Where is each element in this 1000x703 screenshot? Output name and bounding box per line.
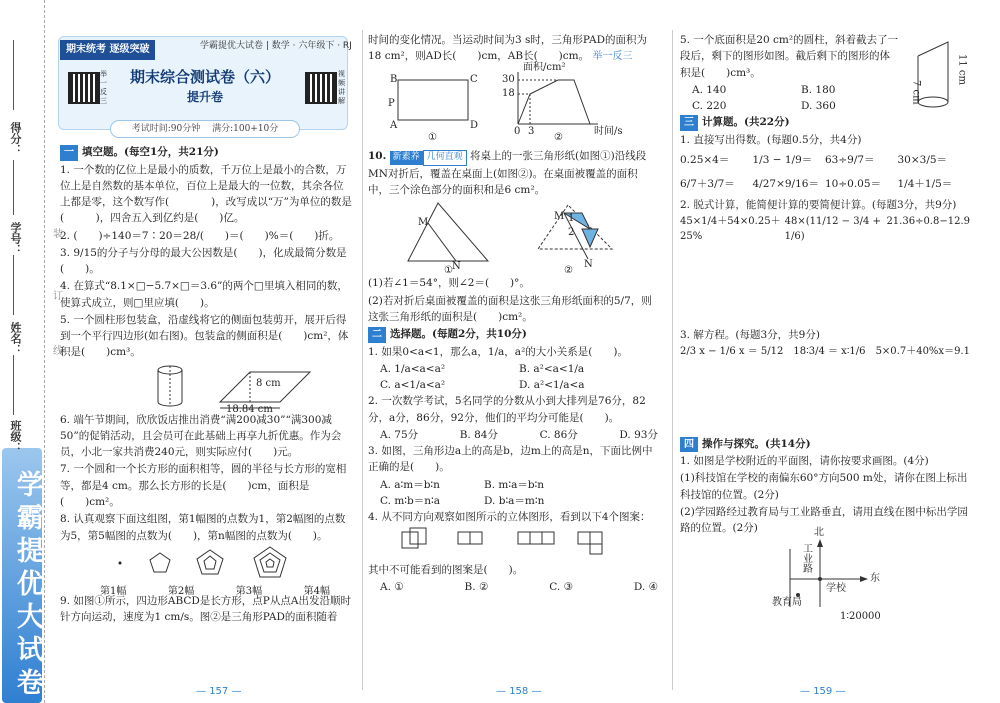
figure-number: ① xyxy=(428,131,437,143)
equation: 18∶3/4 ＝ x∶1/6 xyxy=(793,346,866,358)
question: 2. 一次数学考试，5名同学的分数从小到大排列是76分，82分，a分，86分，92分，他们的平均分可能是( )。 xyxy=(368,395,646,424)
question: 6. 端午节期间，欣欣饭店推出消费“满200减30”“满300减50”的促销活动，且会员可在此基础上再享九折优惠。作为会员，小北一家共消费240元，则实际应付( )元。 xyxy=(60,413,342,459)
option[interactable]: C. 220 xyxy=(692,100,727,113)
qr-code-right[interactable] xyxy=(305,72,337,104)
question: (1)若∠1＝54°，则∠2＝( )°。 xyxy=(368,277,530,290)
header-book-info: 学霸提优大试卷 | 数学 · 六年级下 · RJ xyxy=(200,41,352,51)
section-title: 填空题。(每空1分，共21分) xyxy=(82,146,219,158)
id-line xyxy=(13,160,14,215)
page-number: — 159 — xyxy=(800,686,846,697)
exam-score: 满分:100+10分 xyxy=(212,124,279,134)
pentagon-dots xyxy=(60,545,350,579)
q9-figures xyxy=(368,61,658,148)
fold-line xyxy=(44,0,45,703)
option[interactable]: A. ① xyxy=(380,580,404,593)
question: 1. 直接写出得数。(每题0.5分，共4分) xyxy=(680,133,862,146)
option[interactable]: A. 75分 xyxy=(380,428,419,441)
question: 8. 认真观察下面这组图，第1幅图的点数为1，第2幅图的点数为5，第5幅图的点数为( )，第n幅图的点数为( )。 xyxy=(60,513,346,542)
option[interactable]: C. 86分 xyxy=(539,428,578,441)
figure-label: 第1幅 xyxy=(100,586,127,598)
tag-literacy: 新素养 xyxy=(390,151,423,165)
fold-word-1: 装 xyxy=(50,228,62,238)
calc-item: 48×(11/12 − 3/4 + 1/6) xyxy=(784,215,881,243)
calc-item: 0.25×4＝ xyxy=(680,154,730,167)
section-number: 一 xyxy=(60,145,78,161)
question: (2)若对折后桌面被覆盖的面积是这张三角形纸面积的5/7，则这张三角形纸的面积是( )cm²。 xyxy=(368,294,652,323)
option[interactable]: C. a<1/a<a² xyxy=(380,379,446,392)
east-label: 东 xyxy=(870,573,880,585)
name-label: 姓名： xyxy=(9,322,23,355)
figure-number: ① xyxy=(444,265,453,277)
question: 5. 一个圆柱形包装盒，沿虚线将它的侧面包装剪开，展开后得到一个平行四边形(如右图)。包装盒的侧面积是( )cm²，体积是( )cm³。 xyxy=(60,313,349,359)
view-patterns xyxy=(368,526,658,556)
cylinder-unfold-diagram xyxy=(60,362,350,412)
option[interactable]: A. 140 xyxy=(692,83,727,96)
class-line xyxy=(13,355,14,415)
option[interactable]: C. ③ xyxy=(549,580,573,593)
page-number-value: 157 xyxy=(209,686,229,697)
calc-item: 30×3/5＝ xyxy=(897,154,948,167)
height-long: 11 cm xyxy=(956,54,968,85)
option[interactable]: A. 1/a<a<a² xyxy=(380,362,446,375)
extend-tag[interactable]: 举一反三 xyxy=(592,51,633,63)
figure-label: 第3幅 xyxy=(235,586,263,598)
y-tick: 30 xyxy=(502,73,515,85)
option[interactable]: D. a²<1/a<a xyxy=(519,379,585,392)
option[interactable]: D. 93分 xyxy=(619,428,658,441)
option[interactable]: D. 360 xyxy=(801,100,836,113)
options xyxy=(368,579,658,595)
column-2 xyxy=(368,32,658,595)
calc-item: 45×1/4＋54×0.25＋25% xyxy=(680,215,781,243)
school-label: 学校 xyxy=(826,583,846,595)
options xyxy=(368,477,588,510)
option[interactable]: A. a∶m＝b∶n xyxy=(380,478,440,491)
height-short: 7 cm xyxy=(910,80,922,105)
series-title: 学霸提优大试卷 xyxy=(11,470,43,701)
calc-item: 63÷9/7＝ xyxy=(825,154,875,167)
bureau-label: 教育局 xyxy=(772,597,802,609)
question: 4. 在算式“8.1×□−5.7×□＝3.6”的两个□里填入相同的数，使算式成立，则□里应填( )。 xyxy=(60,280,348,309)
figure-label: 第2幅 xyxy=(167,586,195,598)
question: 7. 一个圆和一个长方形的面积相等，圆的半径与长方形的宽相等，都是4 cm。那么长方形的长是( )cm，面积是( )cm²。 xyxy=(60,463,347,509)
question: 2. ( )÷140＝7∶20＝28/( )＝( )%＝( )折。 xyxy=(60,229,340,242)
question: 5. 一个底面积是20 cm²的圆柱，斜着截去了一段后，剩下的图形如图。截后剩下的图形的体积是( )cm³。 xyxy=(680,34,899,79)
calc-item: 4/27×9/16＝ xyxy=(752,178,819,191)
option[interactable]: B. m∶a＝b∶n xyxy=(484,478,545,491)
class-label: 班级： xyxy=(9,420,23,453)
qr-right-label: 视频讲解 xyxy=(338,70,345,105)
column-1 xyxy=(60,144,352,626)
question: 其中不可能看到的图案是( )。 xyxy=(368,563,524,576)
point-m: M xyxy=(554,211,565,223)
page-number-value: 158 xyxy=(509,686,529,697)
point-n: N xyxy=(584,259,593,271)
column-divider xyxy=(362,30,363,690)
options xyxy=(368,427,658,443)
options xyxy=(680,82,910,115)
road-label: 工业路 xyxy=(800,543,812,574)
question-number: 10. xyxy=(368,149,387,162)
exam-title: 期末综合测试卷（六） xyxy=(129,68,280,86)
x-axis-label: 时间/s xyxy=(594,125,623,137)
tag-geometry: 几何直观 xyxy=(423,150,467,166)
x-tick: 3 xyxy=(528,125,535,137)
figure-number: ② xyxy=(554,131,563,143)
page-number: — 157 — xyxy=(196,686,242,697)
options xyxy=(368,361,658,394)
question: 3. 解方程。(每题3分，共9分) xyxy=(680,328,820,341)
height-label: 8 cm xyxy=(256,377,281,389)
exam-time: 考试时间:90分钟 xyxy=(131,124,201,134)
question: 2. 脱式计算，能简便计算的要简便计算。(每题3分，共9分) xyxy=(680,198,957,211)
map-scale: 1∶20000 xyxy=(840,611,881,623)
qr-left-label: 举一反三 xyxy=(100,70,107,105)
equations xyxy=(680,344,970,360)
question: 1. 如图是学校附近的平面图，请你按要求画图。(4分) xyxy=(680,455,929,468)
question: 9. 如图①所示，四边形ABCD是长方形，点P从点A出发沿顺时针方向运动，速度为1 cm/s。图②是三角形PAD的面积随着 xyxy=(60,594,351,624)
calc-item: 21.36÷0.8−12.9 xyxy=(886,215,970,227)
triangle-fold xyxy=(368,199,658,269)
page-number-value: 159 xyxy=(813,686,833,697)
calc-item: 6/7＋3/7＝ xyxy=(680,178,735,191)
school-map xyxy=(680,537,970,627)
section-title: 选择题。(每题2分，共10分) xyxy=(390,328,527,341)
north-label: 北 xyxy=(814,527,824,539)
map xyxy=(680,527,970,627)
question: 3. 9/15的分子与分母的最大公因数是( )，化成最简分数是( )。 xyxy=(60,246,347,276)
section-number: 三 xyxy=(680,115,698,131)
question: 3. 如图，三角形边a上的高是b，边m上的高是n，下面比例中正确的是( )。 xyxy=(368,445,653,474)
question: 1. 如果0<a<1，那么a，1/a，a²的大小关系是( )。 xyxy=(368,345,628,358)
q10-figures xyxy=(368,199,658,275)
option[interactable]: B. ② xyxy=(464,580,489,593)
calc-item: 1/3 − 1/9＝ xyxy=(752,154,813,167)
option[interactable]: D. ④ xyxy=(633,580,658,593)
step-calc xyxy=(680,214,970,245)
option[interactable]: C. m∶b＝n∶a xyxy=(380,494,441,507)
score-line xyxy=(13,40,14,110)
point-c: C xyxy=(470,73,478,85)
page-number: — 158 — xyxy=(496,686,542,697)
x-tick: 0 xyxy=(514,125,521,137)
question: (1)科技馆在学校的南偏东60°方向500 m处，请你在图上标出科技馆的位置。(2分) xyxy=(680,472,968,501)
column-3 xyxy=(680,32,970,627)
point-m: M xyxy=(418,217,429,229)
column-divider xyxy=(672,30,673,690)
qr-code-left[interactable] xyxy=(68,72,100,104)
equation: 5×0.7＋40%x＝9.1 xyxy=(875,346,970,358)
option[interactable]: B. a²<a<1/a xyxy=(519,362,585,375)
question-continued: 时间的变化情况。当运动时间为3 s时，三角形PAD的面积为18 cm²，则AD长( )cm，AB长( )cm。 xyxy=(368,34,648,63)
exam-subtitle: 提升卷 xyxy=(186,90,223,104)
cylinder-figure xyxy=(60,362,352,415)
name-line xyxy=(13,255,14,315)
point-p: P xyxy=(388,97,395,109)
equation: 2/3 x − 1/6 x ＝ 5/12 xyxy=(680,346,784,358)
question: 4. 从不同方向观察如图所示的立体图形，看到以下4个图案： xyxy=(368,511,651,524)
question: 1. 一个数的亿位上是最小的质数，千万位上是最小的合数，万位上是自然数的基本单位，百位上是最大的一位数，其余各位上都是零，这个数写作( )，改写成以“万”为单位的数是( )，四舍五入到亿约是( )亿。 xyxy=(60,163,352,225)
option[interactable]: D. b∶a＝m∶n xyxy=(484,494,545,507)
point-b: B xyxy=(390,73,398,85)
point-d: D xyxy=(470,119,479,131)
width-label: 18.84 cm xyxy=(226,403,273,415)
point-n: N xyxy=(452,261,461,273)
y-axis-label: 面积/cm² xyxy=(523,61,566,73)
section-title: 计算题。(共22分) xyxy=(702,116,790,129)
calc-item: 10÷0.05＝ xyxy=(825,178,882,191)
angle-1: 1 xyxy=(568,213,575,225)
oral-calc-grid xyxy=(680,152,970,193)
angle-2: 2 xyxy=(568,227,575,239)
fold-word-3: 线 xyxy=(50,345,62,355)
dot-pattern-figure xyxy=(60,545,352,598)
point-a: A xyxy=(390,119,398,131)
y-tick: 18 xyxy=(502,87,515,99)
exam-meta xyxy=(110,120,300,138)
header-tag: 期末统考 逐级突破 xyxy=(60,40,155,60)
figure-label: 第4幅 xyxy=(303,586,330,598)
section-number: 四 xyxy=(680,437,698,453)
student-id-label: 学号： xyxy=(9,222,23,255)
question: (2)学园路经过教育局与工业路垂直，请用直线在图中标出学园路的位置。(2分) xyxy=(680,505,968,535)
figure-number: ② xyxy=(564,265,573,277)
option[interactable]: B. 180 xyxy=(801,83,836,96)
option[interactable]: B. 84分 xyxy=(459,428,498,441)
score-label: 得分： xyxy=(9,122,23,155)
fold-word-2: 订 xyxy=(50,290,62,300)
section-number: 二 xyxy=(368,327,386,343)
section-title: 操作与探究。(共14分) xyxy=(702,437,811,450)
calc-item: 1/4＋1/5＝ xyxy=(897,178,953,191)
question: 将桌上的一张三角形纸(如图①)沿线段MN对折后，覆盖在桌面上(如图②)。在桌面被覆盖的面积中，三个涂色部分的面积和是6 cm²。 xyxy=(368,149,647,196)
